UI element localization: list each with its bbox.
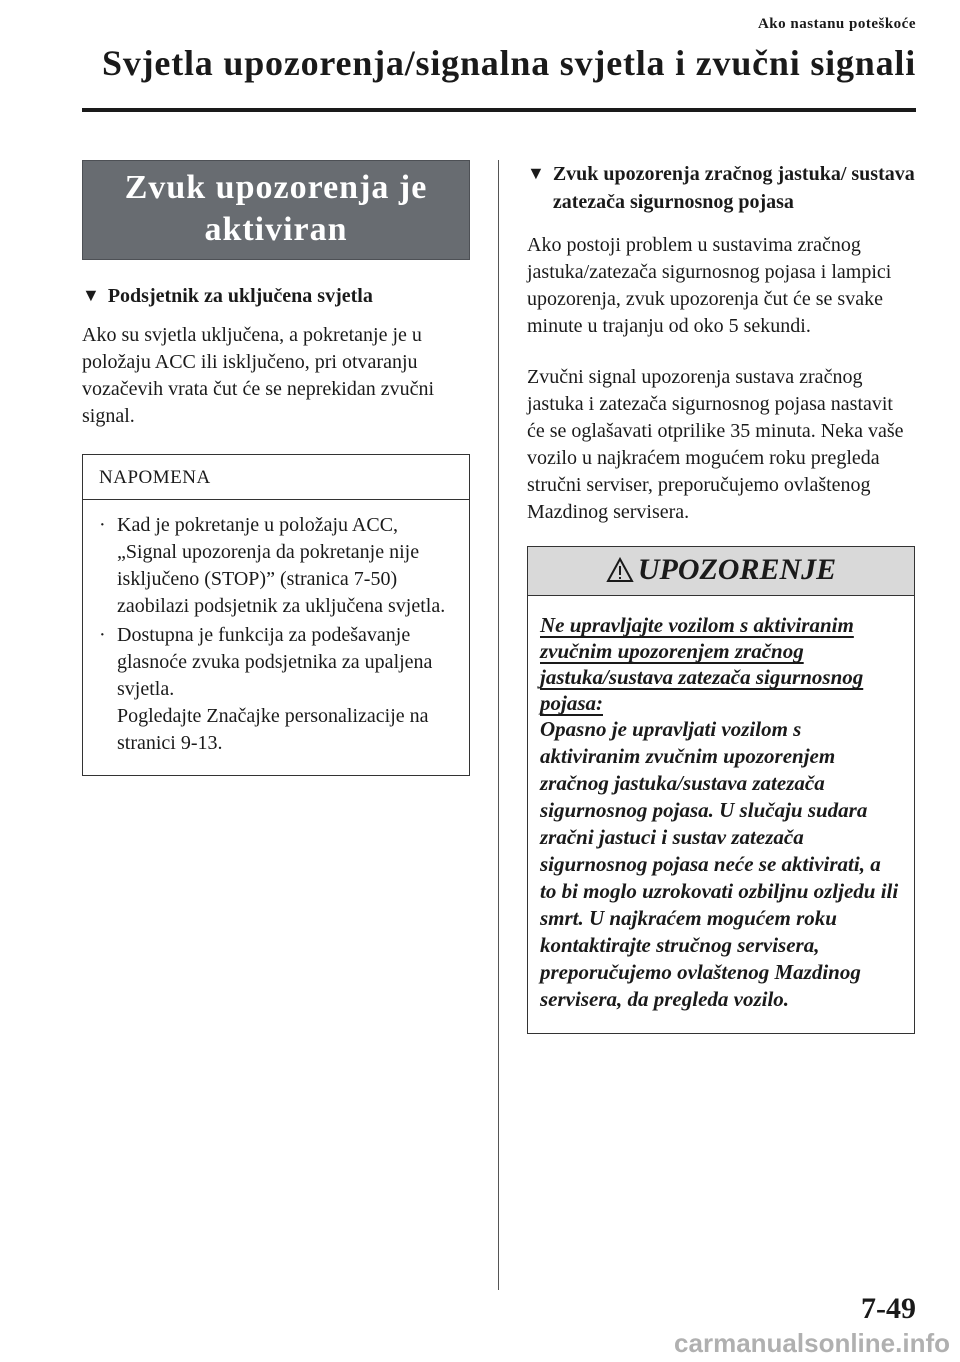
section-banner <box>82 160 470 260</box>
warning-triangle-icon <box>606 557 634 583</box>
note-item <box>99 622 453 757</box>
note-title: NAPOMENA <box>83 455 469 500</box>
note-item-text: Kad je pokretanje u položaju ACC, „Signal upozorenja da pokretanje nije isključeno (STOP)” (stranica 7-50) zaobilazi podsjetnik za uključena svjetla. <box>117 514 446 617</box>
triangle-down-icon: ▼ <box>527 163 545 183</box>
chapter-title: Ako nastanu poteškoće <box>757 16 916 32</box>
watermark: carmanualsonline.info <box>674 1328 950 1358</box>
subheading-text: Podsjetnik za uključena svjetla <box>107 285 373 307</box>
warning-box <box>527 546 915 1034</box>
page-number: 7-49 <box>861 1292 916 1325</box>
note-item-text: Dostupna je funkcija za podešavanje glasnoće zvuka podsjetnika za upaljena svjetla. <box>117 624 433 700</box>
subheading-lights-reminder <box>82 282 470 310</box>
warning-title: UPOZORENJE <box>637 553 837 586</box>
subheading-text: Zvuk upozorenja zračnog jastuka/ sustava zatezača sigurnosnog pojasa <box>552 163 915 213</box>
bullet-icon: · <box>99 514 106 536</box>
triangle-down-icon: ▼ <box>82 285 100 305</box>
airbag-paragraph-1: Ako postoji problem u sustavima zračnog jastuka/zatezača sigurnosnog pojasa i lampici upozorenja, zvuk upozorenja čut će se svake minute u trajanju od oko 5 sekundi. <box>527 234 892 337</box>
left-column <box>82 160 470 776</box>
note-box <box>82 454 470 776</box>
page-title: Svjetla upozorenja/signalna svjetla i zvučni signali <box>102 43 916 83</box>
right-column <box>527 160 915 1034</box>
warning-text: Opasno je upravljati vozilom s aktiviranim zvučnim upozorenjem zračnog jastuka/sustava zatezača sigurnosnog pojasa. U slučaju sudara zračni jastuci i sustav zatezača sigurnosnog pojasa neće se aktivirati, a to bi moglo uzrokovati ozbiljnu ozljedu ili smrt. U najkraćem mogućem roku kontaktirajte stručnog servisera, preporučujemo ovlaštenog Mazdinog servisera, da pregleda vozilo. <box>540 717 899 1011</box>
warning-body <box>528 596 914 1033</box>
note-body <box>83 500 469 775</box>
section-banner-line2: aktiviran <box>204 211 348 248</box>
header-rule <box>82 108 916 112</box>
note-item <box>99 512 453 620</box>
bullet-icon: · <box>99 624 106 646</box>
note-item-reference: Pogledajte Značajke personalizacije na stranici 9-13. <box>117 705 429 754</box>
subheading-airbag-warning <box>527 160 915 216</box>
section-banner-line1: Zvuk upozorenja je <box>124 169 428 206</box>
column-divider <box>498 160 499 1290</box>
airbag-paragraph-2: Zvučni signal upozorenja sustava zračnog jastuka i zatezača sigurnosnog pojasa nastavit će se oglašavati otprilike 35 minuta. Neka vaše vozilo u najkraćem mogućem roku pregleda stručni serviser, preporučujemo ovlaštenog Mazdinog servisera. <box>527 366 904 523</box>
lights-reminder-paragraph: Ako su svjetla uključena, a pokretanje je u položaju ACC ili isključeno, pri otvaranju vozačevih vrata čut će se neprekidan zvučni signal. <box>82 324 435 427</box>
warning-header <box>528 547 914 596</box>
warning-emphasis: Ne upravljajte vozilom s aktiviranim zvučnim upozorenjem zračnog jastuka/sustava zatezača sigurnosnog pojasa: <box>540 613 864 715</box>
